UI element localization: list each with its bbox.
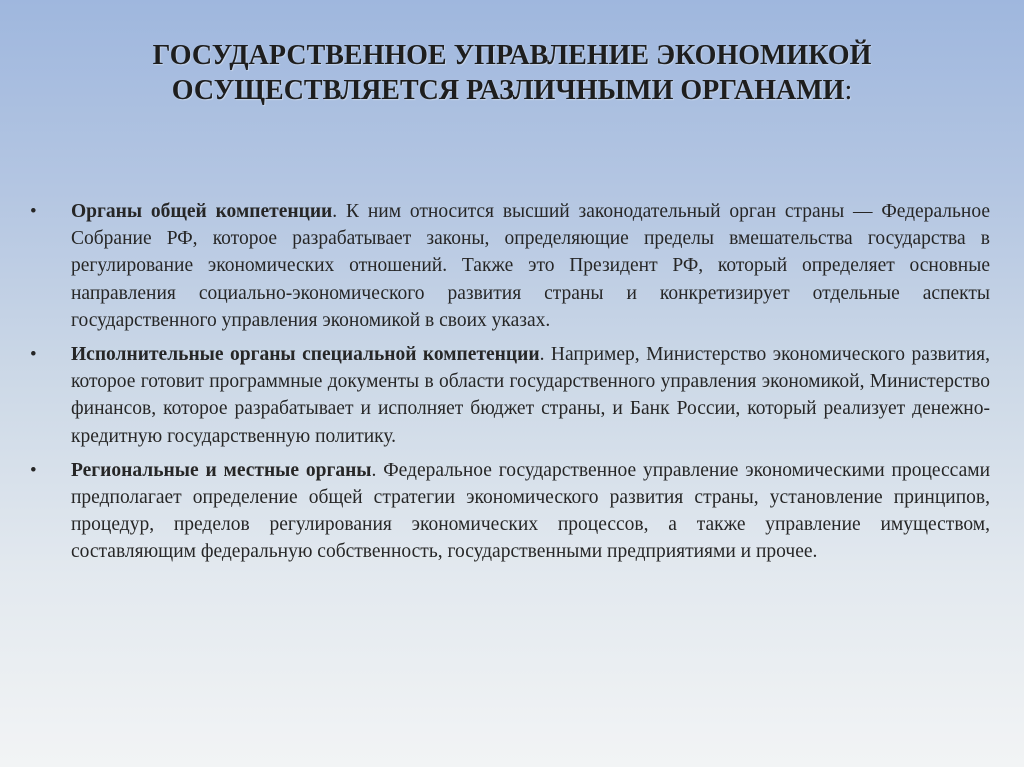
title-line-2	[60, 73, 964, 108]
bullet-marker: •	[30, 459, 37, 481]
slide-title	[60, 38, 964, 108]
bullet-executive-bodies	[30, 341, 990, 450]
bullet-regional-bodies	[30, 457, 990, 566]
title-line-1: ГОСУДАРСТВЕННОЕ УПРАВЛЕНИЕ ЭКОНОМИКОЙ	[152, 40, 872, 71]
bullet-general-competence	[30, 198, 990, 334]
bullet-text: . К ним относится высший законодательный орган страны — Федеральное Собрание РФ, которое разрабатывает законы, определяющие пределы вмешательства государства в регулирование экономических отношений. Также это Президент РФ, который определяет основные направления социально-экономического развития страны и конкретизирует отдельные аспекты государственного управления экономикой в своих указах.	[71, 201, 990, 331]
bullet-lead: Органы общей компетенции	[71, 201, 333, 222]
bullet-marker: •	[30, 344, 37, 366]
bullet-list	[30, 198, 990, 573]
bullet-lead: Региональные и местные органы	[71, 459, 372, 481]
bullet-marker: •	[30, 201, 37, 222]
bullet-lead: Исполнительные органы специальной компетенции	[71, 344, 540, 366]
bullet-text: . Например, Министерство экономического развития, которое готовит программные документы в области государственного управления экономикой, Министерство финансов, которое разрабатывает и исполняет бюджет страны, и Банк России, который реализует денежно-кредитную государственную политику.	[71, 344, 990, 447]
title-colon: :	[844, 75, 853, 106]
title-line-2-text: ОСУЩЕСТВЛЯЕТСЯ РАЗЛИЧНЫМИ ОРГАНАМИ	[171, 75, 845, 106]
bullet-text: . Федеральное государственное управление экономическими процессами предполагает определение общей стратегии экономического развития страны, установление принципов, процедур, пределов регулирования экономических процессов, а также управление имуществом, составляющим федеральную собственность, государственными предприятиями и прочее.	[71, 459, 991, 563]
